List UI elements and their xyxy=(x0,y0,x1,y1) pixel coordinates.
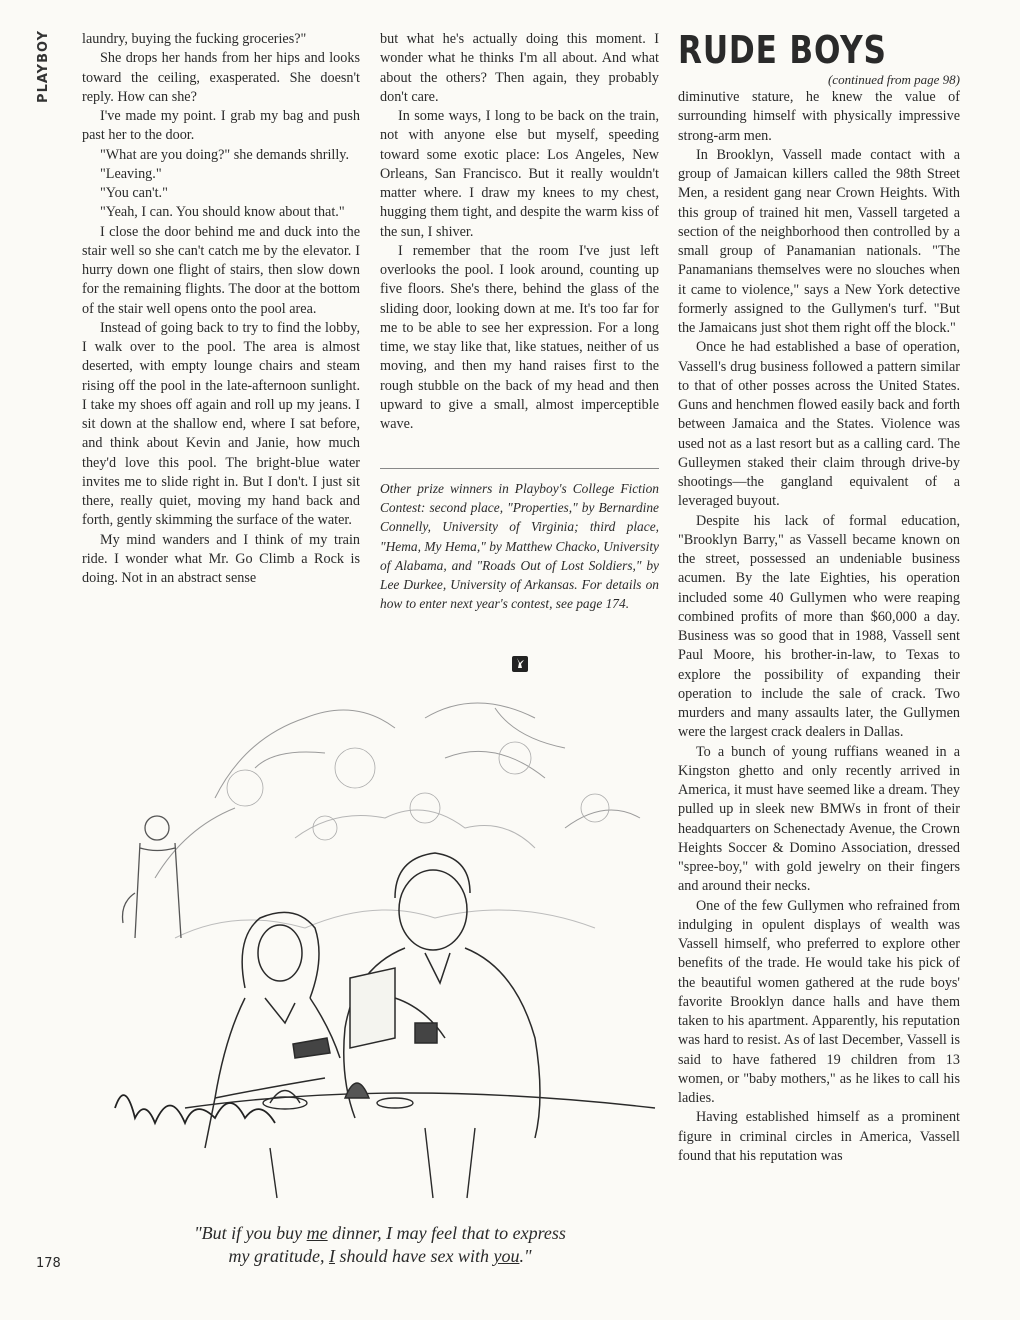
article-paragraph: Once he had established a base of operation, Vassell's drug business followed a pattern similar to that of other posses across the United States. Guns and henchmen flowed easily back and forth between Jamaica and the States. Violence was used not as a last resort but as a calling card. The Gulleymen staked their claim through drive-by shootings—the gangland equivalent of a leveraged buyout. xyxy=(678,339,960,510)
article-headline: RUDE BOYS xyxy=(678,28,887,72)
cartoon-illustration xyxy=(95,678,660,1218)
magazine-side-label: PLAYBOY xyxy=(36,30,51,103)
story-paragraph: I've made my point. I grab my bag and push past her to the door. xyxy=(82,108,360,144)
story-paragraph: "Yeah, I can. You should know about that." xyxy=(100,204,345,221)
story-paragraph: I close the door behind me and duck into the stair well so she can't catch me by the elevator. I hurry down one flight of stairs, then slow down for the remaining flights. The door at the bottom of the stair well opens onto the pool area. xyxy=(82,223,360,317)
caption-text: should have sex with xyxy=(334,1246,494,1266)
story-paragraph: "Leaving." xyxy=(100,165,162,182)
story-paragraph: "What are you doing?" she demands shrilly. xyxy=(100,146,350,163)
caption-text: "But if you buy xyxy=(194,1223,307,1243)
rude-boys-column xyxy=(678,30,960,1166)
continued-from-note: (continued from page 98) xyxy=(827,72,960,87)
contest-note: Other prize winners in Playboy's College Fiction Contest: second place, "Properties," by Bernardine Connelly, University of Virginia; third place, "Hema, My Hema," by Matthew Chacko, University of Alabama, and "Roads Out of Lost Soldiers," by Lee Durkee, University of Arkansas. For details on how to enter next year's contest, see page 174. xyxy=(380,468,659,613)
caption-text: my gratitude, xyxy=(228,1246,329,1266)
story-column-1 xyxy=(82,30,360,588)
story-paragraph: My mind wanders and I think of my train ride. I wonder what Mr. Go Climb a Rock is doing. Not in an abstract sense xyxy=(82,531,360,586)
story-paragraph: "You can't." xyxy=(100,185,168,201)
story-column-2 xyxy=(380,30,659,434)
article-paragraph: One of the few Gullymen who refrained from indulging in opulent displays of wealth was Vassell himself, who preferred to explore other benefits of the trade. He would take his pick of the beautiful women gathered at the rude boys' favorite Brooklyn dance halls and have them taken to his apartment. Apparently, his reputation was hard to resist. As of last December, Vassell is said to have fathered 19 children from 13 women, or "baby mothers," as he likes to call his ladies. xyxy=(678,897,960,1106)
story-paragraph: She drops her hands from her hips and looks toward the ceiling, exasperated. She doesn't reply. How can she? xyxy=(82,50,360,105)
cartoon-caption xyxy=(110,1222,650,1268)
caption-emphasis: you xyxy=(493,1246,520,1266)
caption-emphasis: me xyxy=(306,1223,328,1243)
caption-text: dinner, I may feel that to express xyxy=(327,1223,566,1243)
story-paragraph: laundry, buying the fucking groceries?" xyxy=(82,31,307,47)
article-paragraph: Having established himself as a prominent figure in criminal circles in America, Vassell found that his reputation was xyxy=(678,1109,960,1164)
article-paragraph: Despite his lack of formal education, "Brooklyn Barry," as Vassell became known on the street, possessed an undeniable business acumen. By the late Eighties, his operation included some 40 Gullymen who were reaping combined profits of more than $60,000 a day. Business was so good that in 1988, Vassell sent Paul Moore, his brother-in-law, to Texas to explore the possibility of expanding their operation to include the sale of crack. Two murders and many assaults later, the Gullymen were the largest crack dealers in Dallas. xyxy=(678,512,960,741)
artist-signature-icon xyxy=(115,1095,275,1123)
story-paragraph: In some ways, I long to be back on the train, not with anyone else but myself, speeding toward some exotic place: Los Angeles, New Orleans, San Francisco. But it really wouldn't matter where. I draw my knees to my chest, hugging them tight, and despite the warm kiss of the sun, I shiver. xyxy=(380,108,659,240)
story-paragraph: Instead of going back to try to find the lobby, I walk over to the pool. The area is almost deserted, with empty lounge chairs and steam rising off the pool in the late-afternoon sunlight. I take my shoes off again and roll up my jeans. I sit down at the shallow end, where I sat before, and think about Kevin and Janie, how much they'd love this pool. The bright-blue water invites me to slide right in. But I don't. I just sit there, really quiet, moving my hand back and forth, gently skimming the surface of the water. xyxy=(82,319,360,529)
story-paragraph: but what he's actually doing this moment. I wonder what he thinks I'm all about. And what about the others? Then again, they probably don't care. xyxy=(380,31,659,105)
article-paragraph: In Brooklyn, Vassell made contact with a group of Jamaican killers called the 98th Street Men, a resident gang near Crown Heights. With this group of trained hit men, Vassell targeted a section of the neighborhood then controlled by a small group of Panamanian nationals. "The Panamanians themselves were no slouches when it came to violence," says a New York detective formerly assigned to the Gullymen's turf. "But the Jamaicans just shot them right off the block." xyxy=(678,146,960,336)
story-paragraph: I remember that the room I've just left overlooks the pool. I look around, counting up five floors. She's there, behind the glass of the sliding door, looking down at me. It's too far for me to be able to see her expression. For a long time, we stay like that, like statues, neither of us moving, and then my hand raises first to the rough stubble on the back of my head and then upward to give a small, almost imperceptible wave. xyxy=(380,242,659,432)
caption-text: ." xyxy=(519,1246,532,1266)
page-number: 178 xyxy=(36,1256,61,1271)
article-paragraph: diminutive stature, he knew the value of surrounding himself with physically impressive strong-arm men. xyxy=(678,89,960,144)
playboy-bunny-icon xyxy=(512,656,528,672)
caption-emphasis: I xyxy=(328,1246,335,1266)
article-paragraph: To a bunch of young ruffians weaned in a Kingston ghetto and only recently arrived in America, it must have seemed like a dream. They pulled up in sleek new BMWs in front of their headquarters on Schenectady Avenue, the Crown Heights Soccer & Domino Association, dressed "spree-boy," with gold jewelry on their fingers and around their necks. xyxy=(678,743,960,895)
